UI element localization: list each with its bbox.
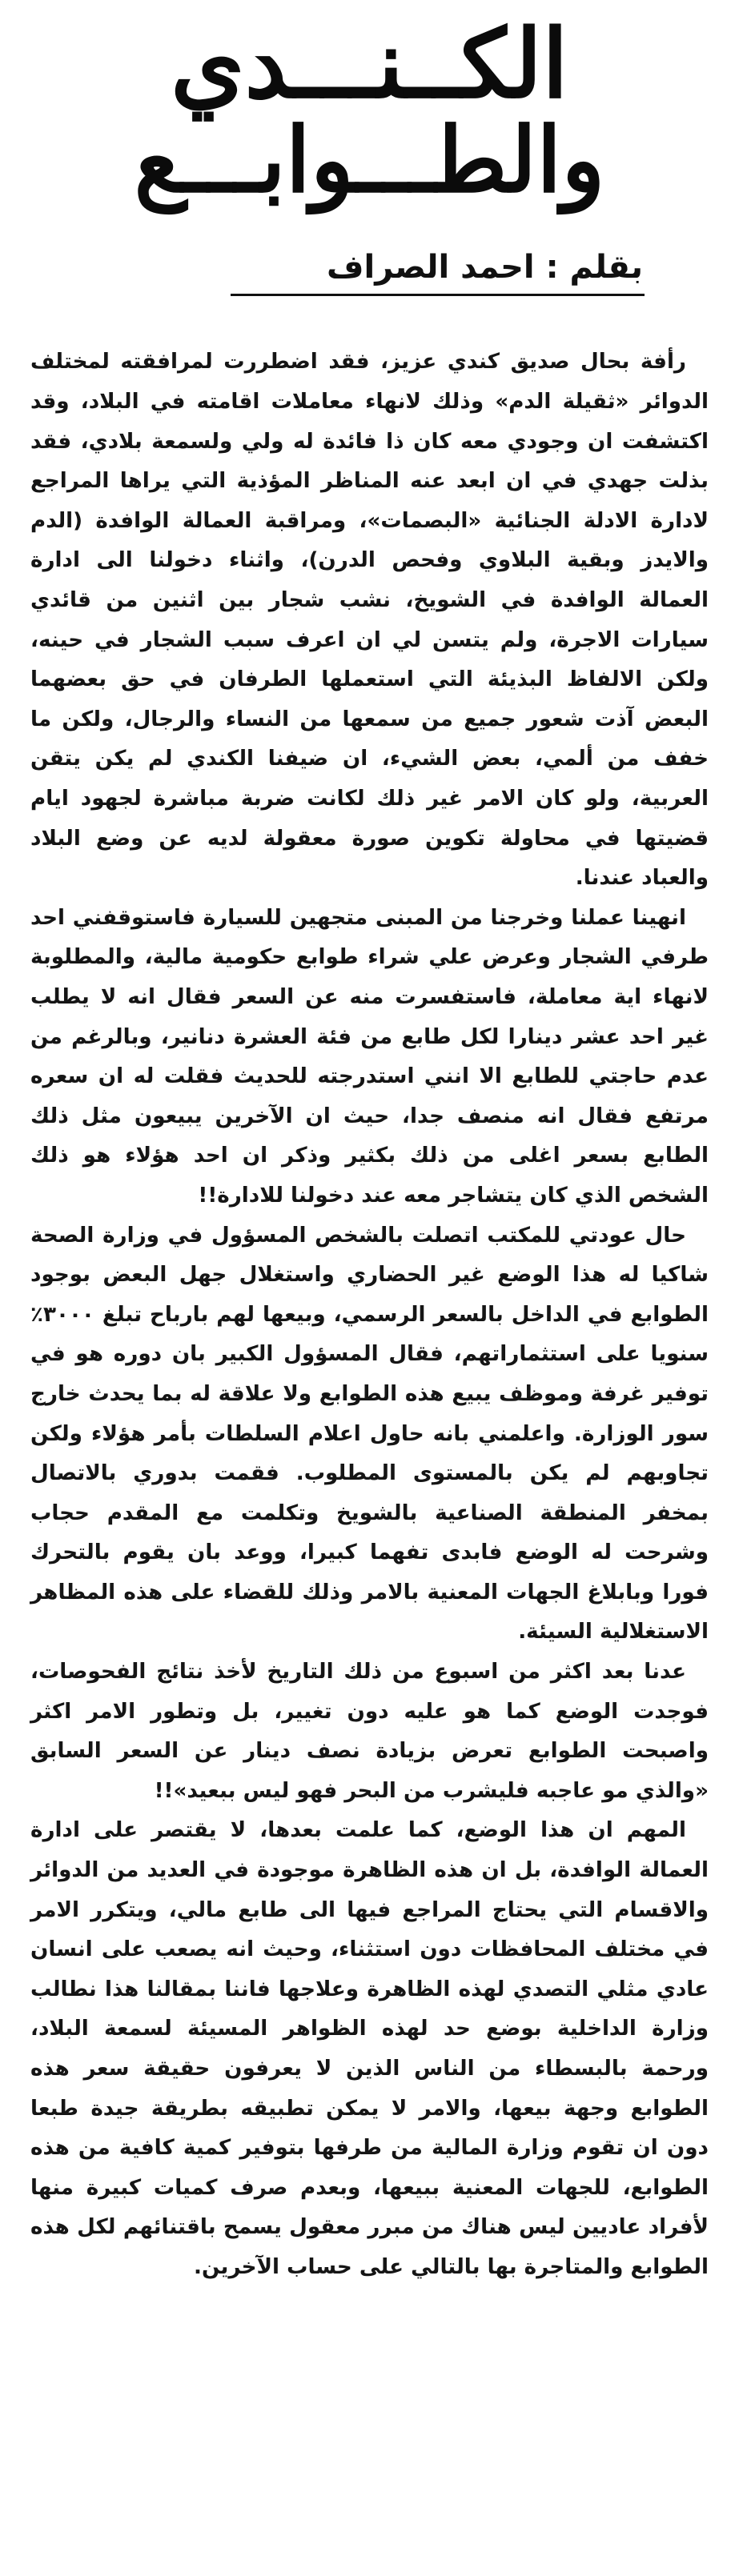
paragraph-3: حال عودتي للمكتب اتصلت بالشخص المسؤول في وزارة الصحة شاكيا له هذا الوضع غير الحضاري واستغلال جهل البعض بوجود الطوابع في الداخل بالسعر الرسمي، وبيعها لهم بارباح تبلغ ٣٠٠٠٪ سنويا على استثماراتهم، فقال المسؤول الكبير بان دوره هو في توفير غرفة وموظف يبيع هذه الطوابع ولا علاقة له بما يحدث خارج سور الوزارة. واعلمني بانه حاول اعلام السلطات بأمر هؤلاء ولكن تجاوبهم لم يكن بالمستوى المطلوب. فقمت بدوري بالاتصال بمخفر المنطقة الصناعية بالشويخ وتكلمت مع المقدم حجاب وشرحت له الوضع فابدى تفهما كبيرا، ووعد بان يقوم بالتحرك فورا وبابلاغ الجهات المعنية بالامر وذلك للقضاء على هذه المظاهر الاستغلالية السيئة.: [30, 1223, 709, 1645]
byline: بقلم : احمد الصراف: [231, 249, 645, 296]
headline-line-1: الكــنـــدي: [171, 8, 568, 119]
paragraph-1: رأفة بحال صديق كندي عزيز، فقد اضطررت لمرافقته لمختلف الدوائر «ثقيلة الدم» وذلك لانهاء معاملات اقامته في البلاد، وقد اكتشفت ان وجودي معه كان ذا فائدة له ولي ولسمعة بلادي، فقد بذلت جهدي في ان ابعد عنه المناظر المؤذية التي يراها المراجع لادارة الادلة الجنائية «البصمات»، ومراقبة العمالة الوافدة (الدم والايدز وبقية البلاوي وفحص الدرن)، واثناء دخولنا الى ادارة العمالة الوافدة في الشويخ، نشب شجار بين اثنين من قائدي سيارات الاجرة، ولم يتسن لي ان اعرف سبب الشجار في حينه، ولكن الالفاظ البذيئة التي استعملها الطرفان في حق بعضهما البعض آذت شعور جميع من سمعها من النساء والرجال، ولكن ما خفف من ألمي، بعض الشيء، ان ضيفنا الكندي لم يكن يتقن العربية، ولو كان الامر غير ذلك لكانت ضربة مباشرة لجهود ايام قضيتها في محاولة تكوين صورة معقولة لديه عن وضع البلاد والعباد عندنا.: [30, 350, 709, 891]
paragraph-5: المهم ان هذا الوضع، كما علمت بعدها، لا يقتصر على ادارة العمالة الوافدة، بل ان هذه الظاهرة موجودة في العديد من الدوائر والاقسام التي يحتاج المراجع فيها الى طابع مالي، ويتكرر الامر في مختلف المحافظات دون استثناء، وحيث انه يصعب على انسان عادي مثلي التصدي لهذه الظاهرة وعلاجها فاننا بمقالنا هذا نطالب وزارة الداخلية بوضع حد لهذه الظواهر المسيئة لسمعة البلاد، ورحمة بالبسطاء من الناس الذين لا يعرفون حقيقة سعر هذه الطوابع وجهة بيعها، والامر لا يمكن تطبيقه بطريقة جيدة طبعا دون ان تقوم وزارة المالية من طرفها بتوفير كمية كافية من هذه الطوابع، للجهات المعنية ببيعها، وبعدم صرف كميات كبيرة منها لأفراد عاديين ليس هناك من مبرر معقول يسمح باقتنائهم لكل هذه الطوابع والمتاجرة بها بالتالي على حساب الآخرين.: [30, 1818, 709, 2279]
headline-line-2: والطـــوابـــع: [134, 107, 605, 213]
article-headline: [30, 0, 709, 213]
article-body: [30, 343, 709, 2287]
byline-row: [30, 249, 709, 296]
paragraph-2: انهينا عملنا وخرجنا من المبنى متجهين للسيارة فاستوقفني احد طرفي الشجار وعرض علي شراء طوابع حكومية مالية، والمطلوبة لانهاء اية معاملة، فاستفسرت منه عن السعر فقال انه لا يطلب غير احد عشر دينارا لكل طابع من فئة العشرة دنانير، وبالرغم من عدم حاجتي للطابع الا انني استدرجته للحديث فقلت له ان سعره مرتفع فقال انه منصف جدا، حيث ان الآخرين يبيعون مثل ذلك الطابع بسعر اغلى من ذلك بكثير وذكر ان احد هؤلاء هو ذلك الشخص الذي كان يتشاجر معه عند دخولنا للادارة!!: [30, 905, 709, 1208]
paragraph-4: عدنا بعد اكثر من اسبوع من ذلك التاريخ لأخذ نتائج الفحوصات، فوجدت الوضع كما هو عليه دون تغيير، بل وتطور الامر اكثر واصبحت الطوابع تعرض بزيادة نصف دينار عن السعر السابق «والذي مو عاجبه فليشرب من البحر فهو ليس ببعيد»!!: [30, 1660, 709, 1803]
